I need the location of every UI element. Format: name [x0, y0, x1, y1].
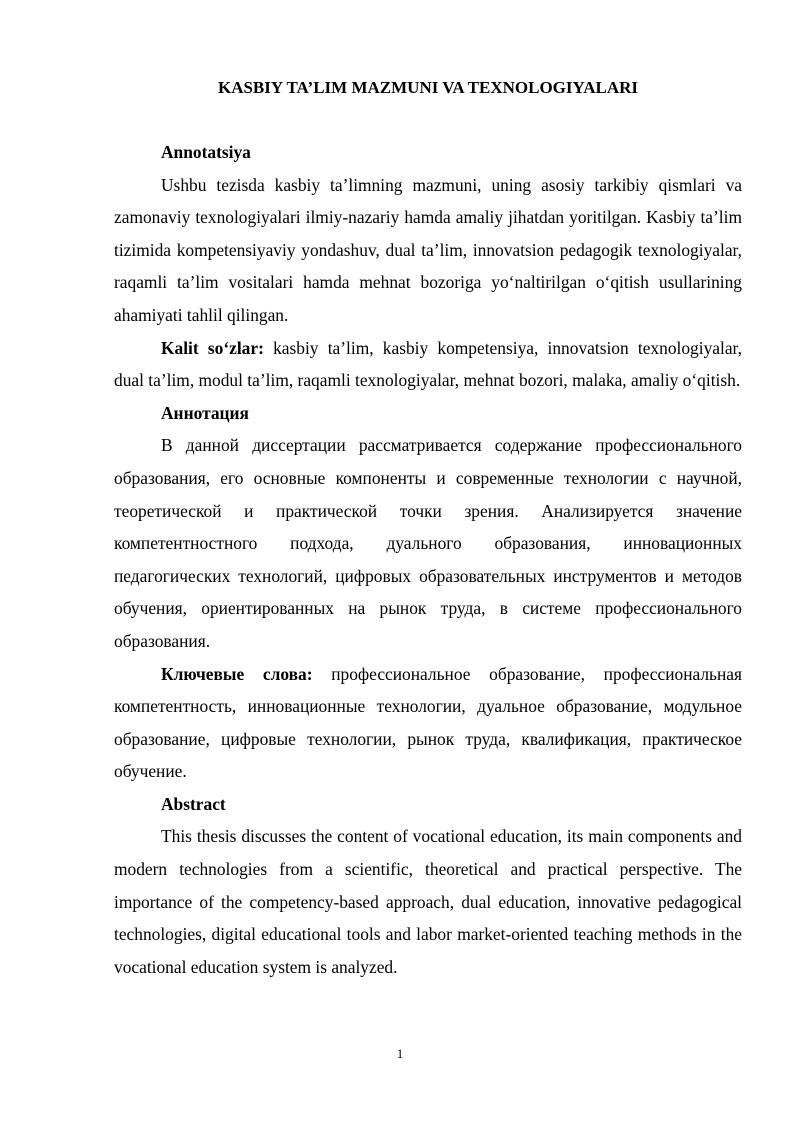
page-number: 1 — [396, 1046, 404, 1061]
keywords-uz-list: kasbiy ta’lim, kasbiy kompetensiya, innovatsion texnologiyalar, dual ta’lim, modul ta’lim, raqamli texnologiyalar, mehnat bozori, malaka, amaliy o‘qitish. — [114, 337, 742, 391]
abstract-ru: В данной диссертации рассматривается содержание профессионального образования, его основные компоненты и современные технологии с научной, теоретической и практической точки зрения. Анализируется значение компетентностного подхода, дуального образования, инновационных педагогических технологий, цифровых образовательных инструментов и методов обучения, ориентированных на рынок труда, в системе профессионального образования. — [114, 435, 742, 651]
document-title: KASBIY TA’LIM MAZMUNI VA TEXNOLOGIYALARI — [217, 78, 639, 97]
keywords-uz — [114, 332, 742, 397]
heading-annotatsiya: Annotatsiya — [161, 142, 251, 162]
heading-abstract: Abstract — [161, 793, 226, 814]
document-body — [114, 136, 742, 983]
abstract-en: This thesis discusses the content of vocational education, its main components and modern technologies from a scientific, theoretical and practical perspective. The importance of the competency-based approach, dual education, innovative pedagogical technologies, digital educational tools and labor market-oriented teaching methods in the vocational education system is analyzed. — [114, 826, 742, 977]
heading-annotatsiya-ru: Аннотация — [161, 402, 249, 423]
keywords-ru — [114, 658, 742, 788]
keywords-uz-label: Kalit so‘zlar: — [161, 337, 264, 358]
keywords-ru-list: профессиональное образование, профессиональная компетентность, инновационные технологии, дуальное образование, модульное образование, цифровые технологии, рынок труда, квалификация, практическое обучение. — [114, 663, 743, 782]
abstract-uz: Ushbu tezisda kasbiy ta’limning mazmuni, uning asosiy tarkibiy qismlari va zamonaviy texnologiyalari ilmiy-nazariy hamda amaliy jihatdan yoritilgan. Kasbiy ta’lim tizimida kompetensiyaviy yondashuv, dual ta’lim, innovatsion pedagogik texnologiyalar, raqamli ta’lim vositalari hamda mehnat bozoriga yo‘naltirilgan o‘qitish usullarining ahamiyati tahlil qilingan. — [114, 174, 742, 325]
keywords-ru-label: Ключевые слова: — [161, 663, 313, 684]
